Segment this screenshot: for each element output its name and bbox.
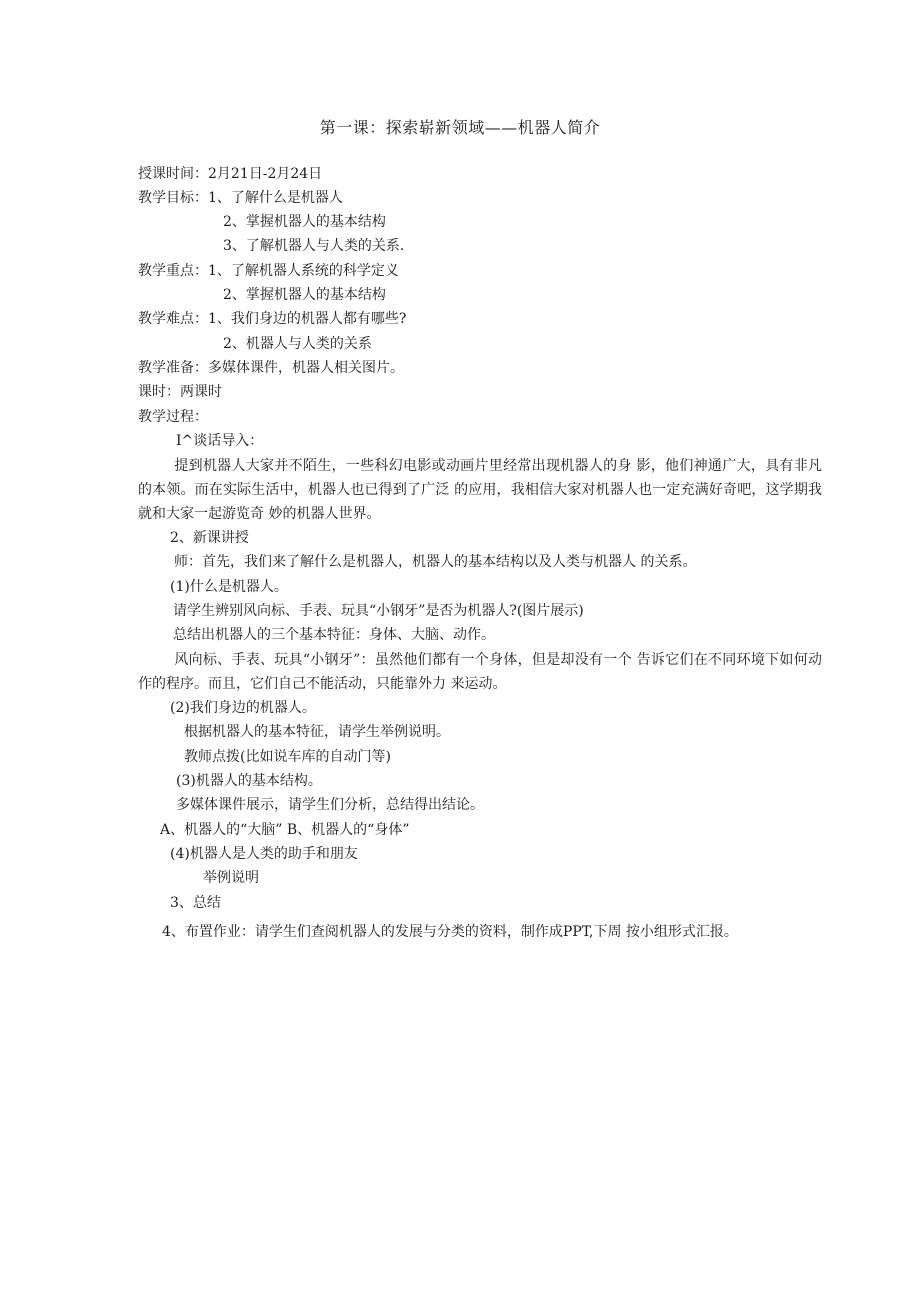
item3-line1: 多媒体课件展示，请学生们分析，总结得出结论。 (176, 797, 484, 813)
item1-paragraph (138, 648, 822, 696)
key-point-1: 教学重点：1、了解机器人系统的科学定义 (138, 263, 399, 279)
objective-2: 2、掌握机器人的基本结构 (223, 214, 386, 230)
section1-heading: I^谈话导入： (176, 433, 264, 449)
item2-line2: 教师点拨(比如说车库的自动门等) (184, 749, 391, 765)
item2-title: (2)我们身边的机器人。 (170, 700, 316, 716)
item3-title: (3)机器人的基本结构。 (176, 773, 322, 789)
section1-paragraph-text: 提到机器人大家并不陌生，一些科幻电影或动画片里经常出现机器人的身 影，他们神通广大，具有非凡的本领。而在实际生活中，机器人也已得到了广泛 的应用，我相信大家对机器人也一定充满好奇吧，这学期我就和大家一起游览奇 妙的机器人世界。 (138, 458, 822, 522)
section2-intro: 师：首先，我们来了解什么是机器人，机器人的基本结构以及人类与机器人 的关系。 (174, 554, 697, 570)
section2-heading: 2、新课讲授 (170, 530, 249, 546)
item3-line2: A、机器人的“大脑” B、机器人的“身体” (160, 822, 410, 838)
class-hours: 课时：两课时 (138, 384, 222, 400)
process-heading: 教学过程： (138, 409, 208, 425)
section1-paragraph (138, 454, 822, 526)
item1-line1: 请学生辨别风向标、手表、玩具“小钢牙”是否为机器人?(图片展示) (173, 603, 584, 619)
item4-title: (4)机器人是人类的助手和朋友 (170, 846, 358, 862)
item1-paragraph-text: 风向标、手表、玩具“小钢牙”：虽然他们都有一个身体，但是却没有一个 告诉它们在不同环境下如何动作的程序。而且，它们自己不能活动，只能靠外力 来运动。 (138, 652, 822, 692)
section3-summary: 3、总结 (170, 895, 221, 911)
item4-line1: 举例说明 (203, 870, 259, 886)
item1-title: (1)什么是机器人。 (170, 579, 288, 595)
difficulty-2: 2、机器人与人类的关系 (223, 336, 372, 352)
key-point-2: 2、掌握机器人的基本结构 (223, 287, 386, 303)
item1-line2: 总结出机器人的三个基本特征：身体、大脑、动作。 (173, 627, 495, 643)
objective-1: 教学目标：1、了解什么是机器人 (138, 190, 343, 206)
teaching-time: 授课时间：2月21日-2月24日 (138, 166, 323, 182)
item2-line1: 根据机器人的基本特征，请学生举例说明。 (184, 724, 450, 740)
objective-3: 3、了解机器人与人类的关系. (223, 238, 405, 254)
lesson-title: 第一课：探索崭新领域——机器人简介 (319, 118, 601, 137)
difficulty-1: 教学难点：1、我们身边的机器人都有哪些? (138, 311, 407, 327)
section4-homework: 4、布置作业：请学生们查阅机器人的发展与分类的资料，制作成PPT,下周 按小组形式汇报。 (162, 924, 738, 940)
preparation: 教学准备：多媒体课件，机器人相关图片。 (138, 360, 404, 376)
